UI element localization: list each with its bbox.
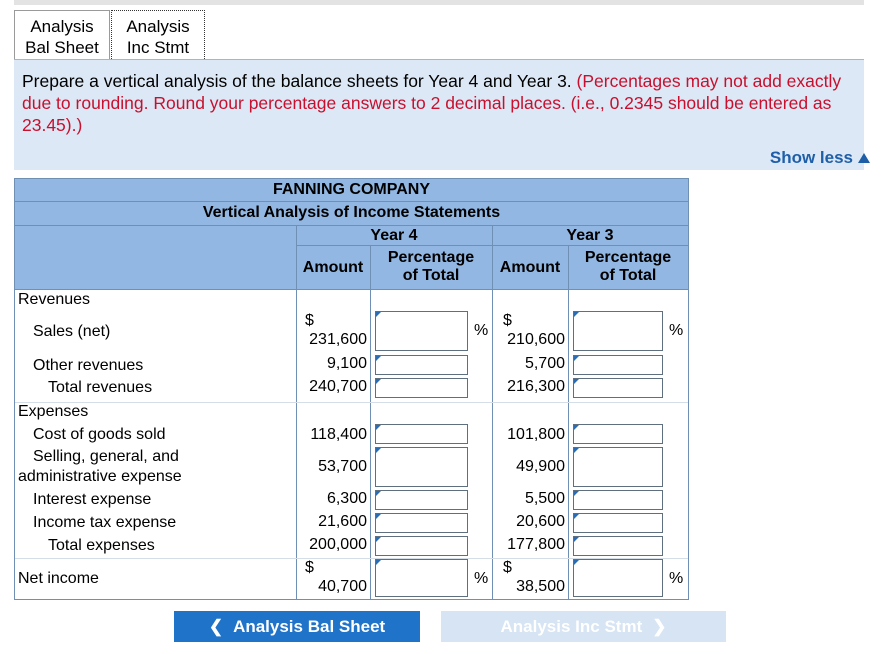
column-divider xyxy=(370,245,371,599)
triangle-up-icon xyxy=(858,153,870,163)
total-expenses-y4: 200,000 xyxy=(309,536,367,553)
revenues-label: Revenues xyxy=(18,291,91,308)
tab-analysis-bal-sheet[interactable] xyxy=(14,10,110,59)
total-revenues-pct-y3-input[interactable] xyxy=(573,378,663,398)
percent-sign: % xyxy=(669,570,684,587)
interest-pct-y3-input[interactable] xyxy=(573,490,663,510)
expenses-label: Expenses xyxy=(18,403,89,420)
sales-pct-y4-input[interactable] xyxy=(375,311,468,351)
tab-label-line2: Inc Stmt xyxy=(126,38,190,57)
other-revenues-pct-y3-input[interactable] xyxy=(573,355,663,375)
pct-header-y4 xyxy=(370,249,492,285)
cogs-label: Cost of goods sold xyxy=(33,426,166,443)
amount-header-y3: Amount xyxy=(499,259,561,276)
prev-button-label: Analysis Bal Sheet xyxy=(233,616,386,636)
tab-label-line2: Bal Sheet xyxy=(25,38,99,57)
header-divider xyxy=(15,225,688,226)
percent-sign: % xyxy=(669,322,684,339)
show-less-label: Show less xyxy=(769,148,853,167)
total-revenues-y4: 240,700 xyxy=(309,378,367,395)
total-revenues-y3: 216,300 xyxy=(507,378,565,395)
sales-y3: 210,600 xyxy=(507,331,565,348)
net-income-pct-y4-input[interactable] xyxy=(375,559,468,597)
percent-sign: % xyxy=(474,322,489,339)
sga-y4: 53,700 xyxy=(318,458,367,475)
analysis-inc-stmt-button xyxy=(441,611,726,642)
income-tax-pct-y4-input[interactable] xyxy=(375,513,468,533)
pct-header-line1: Percentage xyxy=(387,249,475,266)
header-divider xyxy=(15,201,688,202)
tab-label-line1: Analysis xyxy=(126,17,190,36)
sga-label-line1: Selling, general, and xyxy=(33,448,179,465)
other-revenues-y3: 5,700 xyxy=(524,355,565,372)
pct-header-y3 xyxy=(568,249,688,285)
interest-pct-y4-input[interactable] xyxy=(375,490,468,510)
instructions-panel xyxy=(14,60,864,170)
chevron-right-icon: ❯ xyxy=(652,616,667,636)
sales-label: Sales (net) xyxy=(33,323,111,340)
net-income-y4: 40,700 xyxy=(318,578,367,595)
net-income-pct-y3-input[interactable] xyxy=(573,559,663,597)
other-revenues-label: Other revenues xyxy=(33,357,144,374)
other-revenues-y4: 9,100 xyxy=(326,355,367,372)
tab-analysis-inc-stmt[interactable] xyxy=(111,10,205,59)
cogs-y4: 118,400 xyxy=(310,426,367,443)
dollar-sign: $ xyxy=(503,559,512,576)
dollar-sign: $ xyxy=(305,559,314,576)
income-tax-y4: 21,600 xyxy=(318,513,367,530)
company-name: FANNING COMPANY xyxy=(272,181,431,198)
income-tax-pct-y3-input[interactable] xyxy=(573,513,663,533)
tab-label-line1: Analysis xyxy=(30,17,94,36)
sales-pct-y3-input[interactable] xyxy=(573,311,663,351)
cogs-pct-y3-input[interactable] xyxy=(573,424,663,444)
instructions-text xyxy=(22,70,852,136)
cogs-y3: 101,800 xyxy=(507,426,565,443)
sales-y4: 231,600 xyxy=(309,331,367,348)
pct-header-line2: of Total xyxy=(599,267,657,284)
amount-header-y4: Amount xyxy=(302,259,364,276)
income-tax-y3: 20,600 xyxy=(516,513,565,530)
total-expenses-pct-y4-input[interactable] xyxy=(375,536,468,556)
pct-header-line2: of Total xyxy=(402,267,460,284)
total-expenses-label: Total expenses xyxy=(48,537,155,554)
pct-header-line1: Percentage xyxy=(584,249,672,266)
percent-sign: % xyxy=(474,570,489,587)
total-expenses-y3: 177,800 xyxy=(507,536,565,553)
interest-y4: 6,300 xyxy=(326,490,367,507)
net-income-y3: 38,500 xyxy=(516,578,565,595)
instructions-main: Prepare a vertical analysis of the balance sheets for Year 4 and Year 3. xyxy=(22,71,572,91)
dollar-sign: $ xyxy=(503,312,512,329)
sga-pct-y3-input[interactable] xyxy=(573,447,663,487)
vertical-analysis-table xyxy=(14,178,689,600)
year4-header: Year 4 xyxy=(370,227,418,244)
instructions-note: (Percentages may not add exactly due to rounding. Round your percentage answers to 2 decimal places. (i.e., 0.2345 should be entered as 23.45).) xyxy=(22,71,842,135)
sga-pct-y4-input[interactable] xyxy=(375,447,468,487)
show-less-toggle[interactable] xyxy=(770,148,870,168)
row-divider xyxy=(15,402,688,403)
next-button-label: Analysis Inc Stmt xyxy=(500,616,643,636)
sga-label-line2: administrative expense xyxy=(18,468,182,485)
chevron-left-icon: ❮ xyxy=(208,616,224,636)
column-divider xyxy=(568,245,569,599)
total-revenues-label: Total revenues xyxy=(48,379,153,396)
interest-label: Interest expense xyxy=(33,491,152,508)
year3-header: Year 3 xyxy=(566,227,614,244)
net-income-label: Net income xyxy=(18,570,99,587)
sga-y3: 49,900 xyxy=(516,458,565,475)
top-divider xyxy=(14,0,864,5)
total-revenues-pct-y4-input[interactable] xyxy=(375,378,468,398)
other-revenues-pct-y4-input[interactable] xyxy=(375,355,468,375)
dollar-sign: $ xyxy=(305,312,314,329)
cogs-pct-y4-input[interactable] xyxy=(375,424,468,444)
income-tax-label: Income tax expense xyxy=(33,514,177,531)
total-expenses-pct-y3-input[interactable] xyxy=(573,536,663,556)
interest-y3: 5,500 xyxy=(524,490,565,507)
header-divider xyxy=(15,289,688,290)
table-subtitle: Vertical Analysis of Income Statements xyxy=(202,204,501,221)
analysis-bal-sheet-button[interactable] xyxy=(174,611,420,642)
